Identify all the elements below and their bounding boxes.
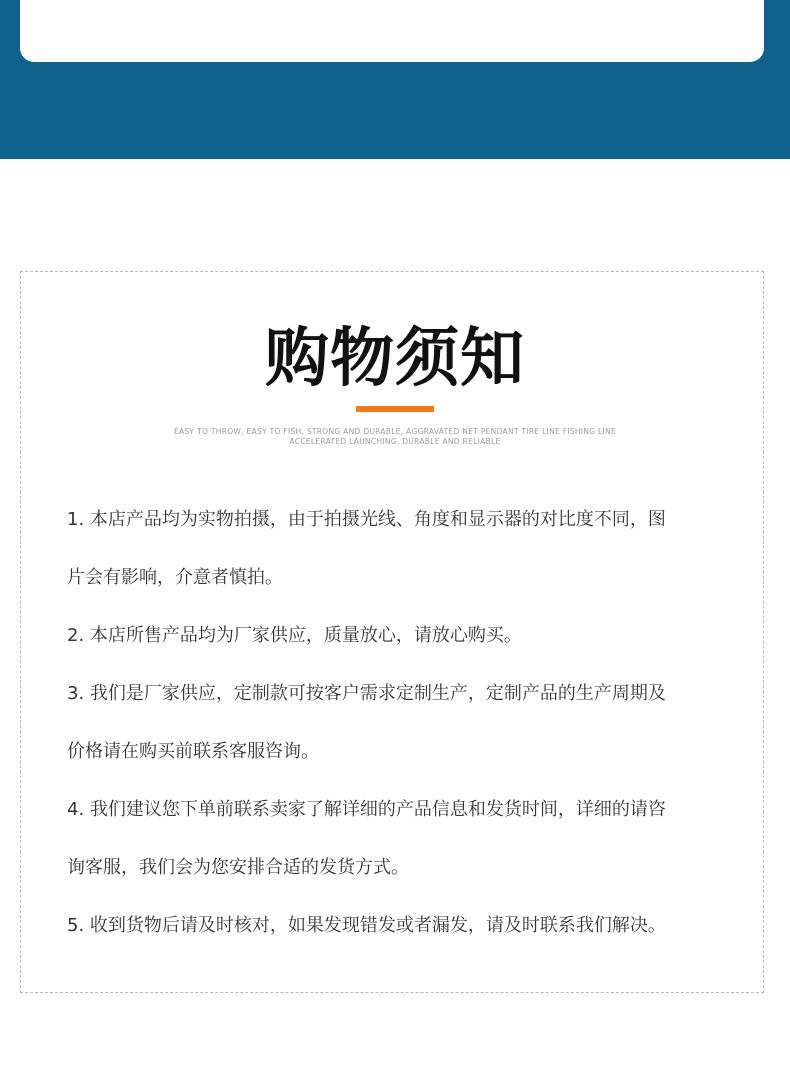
subtitle-line-2: ACCELERATED LAUNCHING, DURABLE AND RELIABLE	[289, 437, 501, 446]
top-banner	[0, 0, 790, 159]
notice-text-line: 5. 收到货物后请及时核对，如果发现错发或者漏发，请及时联系我们解决。	[67, 915, 666, 936]
subtitle-line-1: EASY TO THROW, EASY TO FISH, STRONG AND DURABLE, AGGRAVATED NET PENDANT TIRE LINE FISHING LINE	[174, 427, 616, 436]
banner-card	[20, 0, 764, 62]
notice-text-line: 4. 我们建议您下单前联系卖家了解详细的产品信息和发货时间，详细的请咨	[67, 799, 666, 820]
notice-text-line: 片会有影响，介意者慎拍。	[67, 567, 283, 588]
notice-text-line: 2. 本店所售产品均为厂家供应，质量放心，请放心购买。	[67, 625, 522, 646]
notice-text-line: 询客服，我们会为您安排合适的发货方式。	[67, 857, 409, 878]
notice-title: 购物须知	[265, 322, 525, 396]
notice-text-line: 3. 我们是厂家供应，定制款可按客户需求定制生产，定制产品的生产周期及	[67, 683, 666, 704]
title-underline-bar	[356, 406, 434, 412]
notice-text-line: 1. 本店产品均为实物拍摄，由于拍摄光线、角度和显示器的对比度不同，图	[67, 509, 666, 530]
notice-text-line: 价格请在购买前联系客服咨询。	[67, 741, 319, 762]
